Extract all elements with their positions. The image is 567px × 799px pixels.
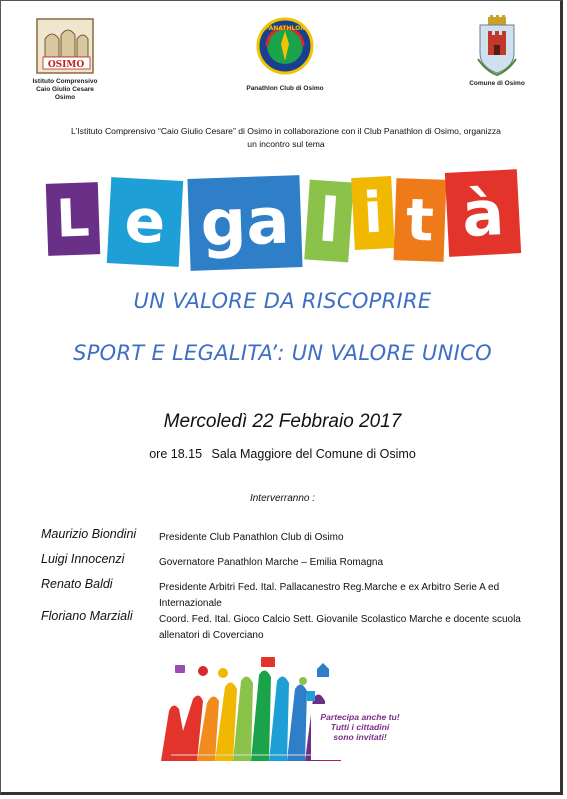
comune-coat-of-arms-icon <box>474 15 520 77</box>
panathlon-emblem-text: PANATHLON <box>264 25 306 32</box>
badge-line1: Partecipa anche tu! <box>320 712 400 722</box>
event-venue <box>1 447 564 461</box>
title-tile-l2: l <box>304 180 353 263</box>
speaker-name: Maurizio Biondini <box>41 527 137 541</box>
badge-line2: Tutti i cittadini <box>330 722 390 732</box>
event-time: ore 18.15 <box>149 447 203 461</box>
school-caption-line1: Istituto Comprensivo <box>32 78 98 85</box>
speaker-role: Presidente Arbitri Fed. Ital. Pallacanestro Reg.Marche e ex Arbitro Serie A ed Internazionale <box>159 582 500 609</box>
envelope-icon <box>175 665 185 673</box>
speaker-name: Floriano Marziali <box>41 609 133 623</box>
speaker-role: Coord. Fed. Ital. Gioco Calcio Sett. Giovanile Scolastico Marche e docente scuola allenatori di Coverciano <box>159 614 521 641</box>
speaker-role: Presidente Club Panathlon Club di Osimo <box>159 532 344 543</box>
comune-caption: Comune di Osimo <box>469 80 525 87</box>
school-caption-line2: Caio Giulio Cesare Osimo <box>36 86 94 101</box>
title-tile-a: à <box>445 169 521 257</box>
bell-icon <box>299 677 307 685</box>
refresh-icon <box>218 668 228 678</box>
school-logo <box>27 17 103 102</box>
intro-line1: L’Istituto Comprensivo “Caio Giulio Cesare” di Osimo in collaborazione con il Club Panathlon di Osimo, organizza <box>71 126 501 136</box>
subtitle-1: UN VALORE DA RISCOPRIRE <box>133 289 432 313</box>
title-tile-e: e <box>107 177 183 267</box>
panathlon-logo <box>235 17 335 93</box>
speaker-role: Governatore Panathlon Marche – Emilia Romagna <box>159 557 384 568</box>
event-place: Sala Maggiore del Comune di Osimo <box>211 447 416 461</box>
speaker-name: Luigi Innocenzi <box>41 552 125 566</box>
mail-icon <box>261 657 275 667</box>
lock-icon <box>307 691 315 701</box>
title-tile-l: L <box>46 182 100 256</box>
subtitle-2: SPORT E LEGALITA’: UN VALORE UNICO <box>73 341 492 365</box>
school-crest-icon <box>35 17 95 75</box>
title-tile-ga: ga <box>187 175 302 271</box>
heart-icon <box>198 666 208 676</box>
interventions-label: Interverranno : <box>249 493 316 504</box>
panathlon-caption: Panathlon Club di Osimo <box>246 85 324 92</box>
title-tile-i: i <box>351 176 395 250</box>
home-icon <box>317 663 329 677</box>
badge-line3: sono invitati! <box>333 732 387 742</box>
invite-badge <box>311 704 409 760</box>
intro-line2: un incontro sul tema <box>247 139 325 149</box>
school-logo-text: OSIMO <box>47 60 85 70</box>
intro-text <box>41 125 531 151</box>
event-date: Mercoledì 22 Febbraio 2017 <box>163 411 402 432</box>
panathlon-emblem-icon <box>256 17 314 75</box>
title-tile-t: t <box>394 178 447 262</box>
speaker-name: Renato Baldi <box>41 577 113 591</box>
comune-logo <box>457 15 537 88</box>
